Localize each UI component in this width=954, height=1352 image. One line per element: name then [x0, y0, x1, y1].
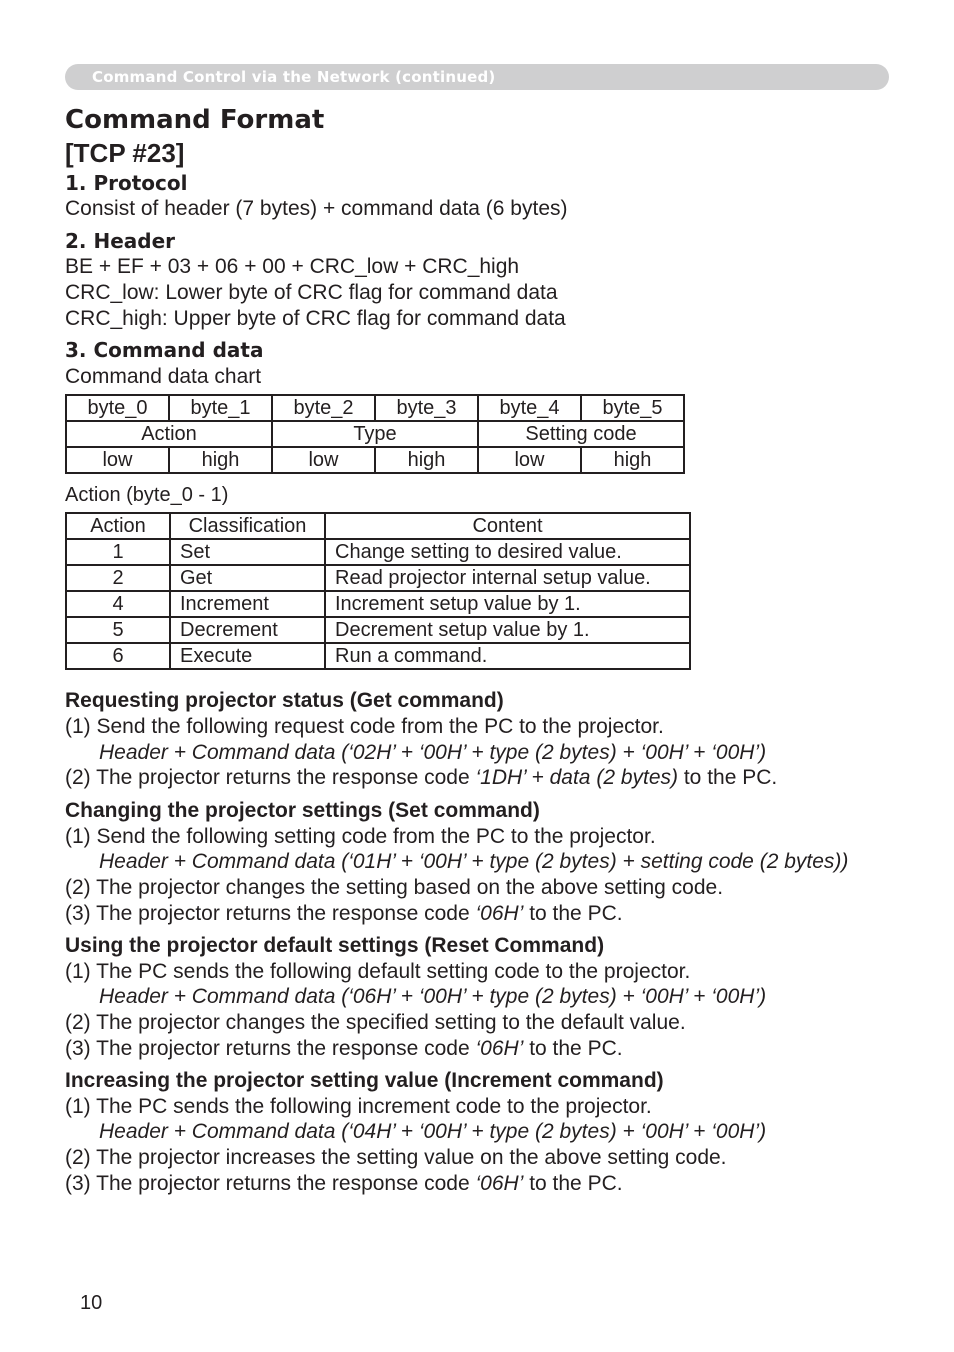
get-step-2-tail: to the PC.: [678, 766, 778, 789]
increment-step-1: (1) The PC sends the following increment code to the projector.: [65, 1095, 652, 1118]
table-cell: Get: [170, 565, 325, 591]
section-banner: [65, 64, 889, 90]
table-row: [66, 539, 690, 565]
table-cell: Type: [272, 421, 478, 447]
get-step-1: (1) Send the following request code from the PC to the projector.: [65, 715, 664, 738]
table-header: Action: [66, 513, 170, 539]
table-row: [66, 643, 690, 669]
table-cell: 6: [66, 643, 170, 669]
set-step-1: (1) Send the following setting code from the PC to the projector.: [65, 825, 656, 848]
reset-step-3: [65, 1036, 623, 1062]
set-heading: Changing the projector settings (Set command): [65, 799, 540, 822]
get-heading: Requesting projector status (Get command): [65, 689, 504, 712]
header-heading: 2. Header: [65, 229, 176, 253]
get-step-2: [65, 765, 777, 791]
reset-step-3-tail: to the PC.: [523, 1037, 623, 1060]
reset-heading: Using the projector default settings (Reset Command): [65, 934, 605, 957]
table-row: [66, 565, 690, 591]
table-cell: Increment: [170, 591, 325, 617]
table-row: [66, 513, 690, 539]
page-subtitle: [TCP #23]: [65, 138, 185, 168]
table-cell: byte_4: [478, 395, 581, 421]
action-table: [65, 512, 691, 670]
table-row: [66, 447, 684, 473]
action-table-label: Action (byte_0 - 1): [65, 484, 229, 506]
increment-step-1-code: Header + Command data (‘04H’ + ‘00H’ + type (2 bytes) + ‘00H’ + ‘00H’): [99, 1120, 767, 1143]
banner-text: Command Control via the Network (continued): [92, 68, 496, 86]
reset-step-1: (1) The PC sends the following default setting code to the projector.: [65, 960, 691, 983]
table-row: [66, 421, 684, 447]
table-row: [66, 617, 690, 643]
table-cell: byte_5: [581, 395, 684, 421]
table-cell: Decrement setup value by 1.: [325, 617, 690, 643]
table-cell: Set: [170, 539, 325, 565]
table-cell: byte_2: [272, 395, 375, 421]
reset-step-2: (2) The projector changes the specified setting to the default value.: [65, 1011, 686, 1034]
table-header: Content: [325, 513, 690, 539]
table-cell: Action: [66, 421, 272, 447]
command-data-heading: 3. Command data: [65, 338, 264, 362]
table-cell: low: [66, 447, 169, 473]
table-cell: Execute: [170, 643, 325, 669]
table-row: [66, 591, 690, 617]
set-step-1-code: Header + Command data (‘01H’ + ‘00H’ + type (2 bytes) + setting code (2 bytes)): [99, 850, 849, 873]
set-step-3-text: (3) The projector returns the response code: [65, 902, 476, 925]
table-cell: Change setting to desired value.: [325, 539, 690, 565]
table-cell: high: [375, 447, 478, 473]
get-step-2-text: (2) The projector returns the response code: [65, 766, 476, 789]
table-cell: Run a command.: [325, 643, 690, 669]
increment-step-3-code: ‘06H’: [475, 1172, 524, 1195]
table-cell: 4: [66, 591, 170, 617]
header-line: CRC_low: Lower byte of CRC flag for command data: [65, 281, 558, 304]
protocol-text: Consist of header (7 bytes) + command data (6 bytes): [65, 197, 568, 220]
table-cell: byte_0: [66, 395, 169, 421]
table-cell: 1: [66, 539, 170, 565]
protocol-heading: 1. Protocol: [65, 171, 188, 195]
table-cell: Decrement: [170, 617, 325, 643]
page-number: 10: [80, 1292, 103, 1314]
table-header: Classification: [170, 513, 325, 539]
page-title: Command Format: [65, 105, 325, 135]
table-cell: low: [478, 447, 581, 473]
increment-step-3: [65, 1171, 623, 1197]
reset-step-1-code: Header + Command data (‘06H’ + ‘00H’ + type (2 bytes) + ‘00H’ + ‘00H’): [99, 985, 767, 1008]
set-step-3-tail: to the PC.: [523, 902, 623, 925]
increment-step-2: (2) The projector increases the setting value on the above setting code.: [65, 1146, 727, 1169]
header-line: BE + EF + 03 + 06 + 00 + CRC_low + CRC_high: [65, 255, 520, 278]
set-step-3-code: ‘06H’: [475, 902, 524, 925]
increment-step-3-text: (3) The projector returns the response code: [65, 1172, 476, 1195]
table-cell: low: [272, 447, 375, 473]
set-step-3: [65, 901, 623, 927]
increment-heading: Increasing the projector setting value (Increment command): [65, 1069, 664, 1092]
table-cell: Read projector internal setup value.: [325, 565, 690, 591]
table-row: [66, 395, 684, 421]
reset-step-3-text: (3) The projector returns the response code: [65, 1037, 476, 1060]
table-cell: 5: [66, 617, 170, 643]
reset-step-3-code: ‘06H’: [475, 1037, 524, 1060]
table-cell: Increment setup value by 1.: [325, 591, 690, 617]
get-step-2-code: ‘1DH’ + data (2 bytes): [475, 766, 679, 789]
command-data-chart-label: Command data chart: [65, 365, 262, 388]
table-cell: Setting code: [478, 421, 684, 447]
get-step-1-code: Header + Command data (‘02H’ + ‘00H’ + type (2 bytes) + ‘00H’ + ‘00H’): [99, 741, 767, 764]
table-cell: high: [169, 447, 272, 473]
command-data-table: [65, 394, 685, 474]
table-cell: 2: [66, 565, 170, 591]
table-cell: byte_3: [375, 395, 478, 421]
increment-step-3-tail: to the PC.: [523, 1172, 623, 1195]
table-cell: high: [581, 447, 684, 473]
header-line: CRC_high: Upper byte of CRC flag for command data: [65, 307, 566, 330]
set-step-2: (2) The projector changes the setting based on the above setting code.: [65, 876, 724, 899]
table-cell: byte_1: [169, 395, 272, 421]
